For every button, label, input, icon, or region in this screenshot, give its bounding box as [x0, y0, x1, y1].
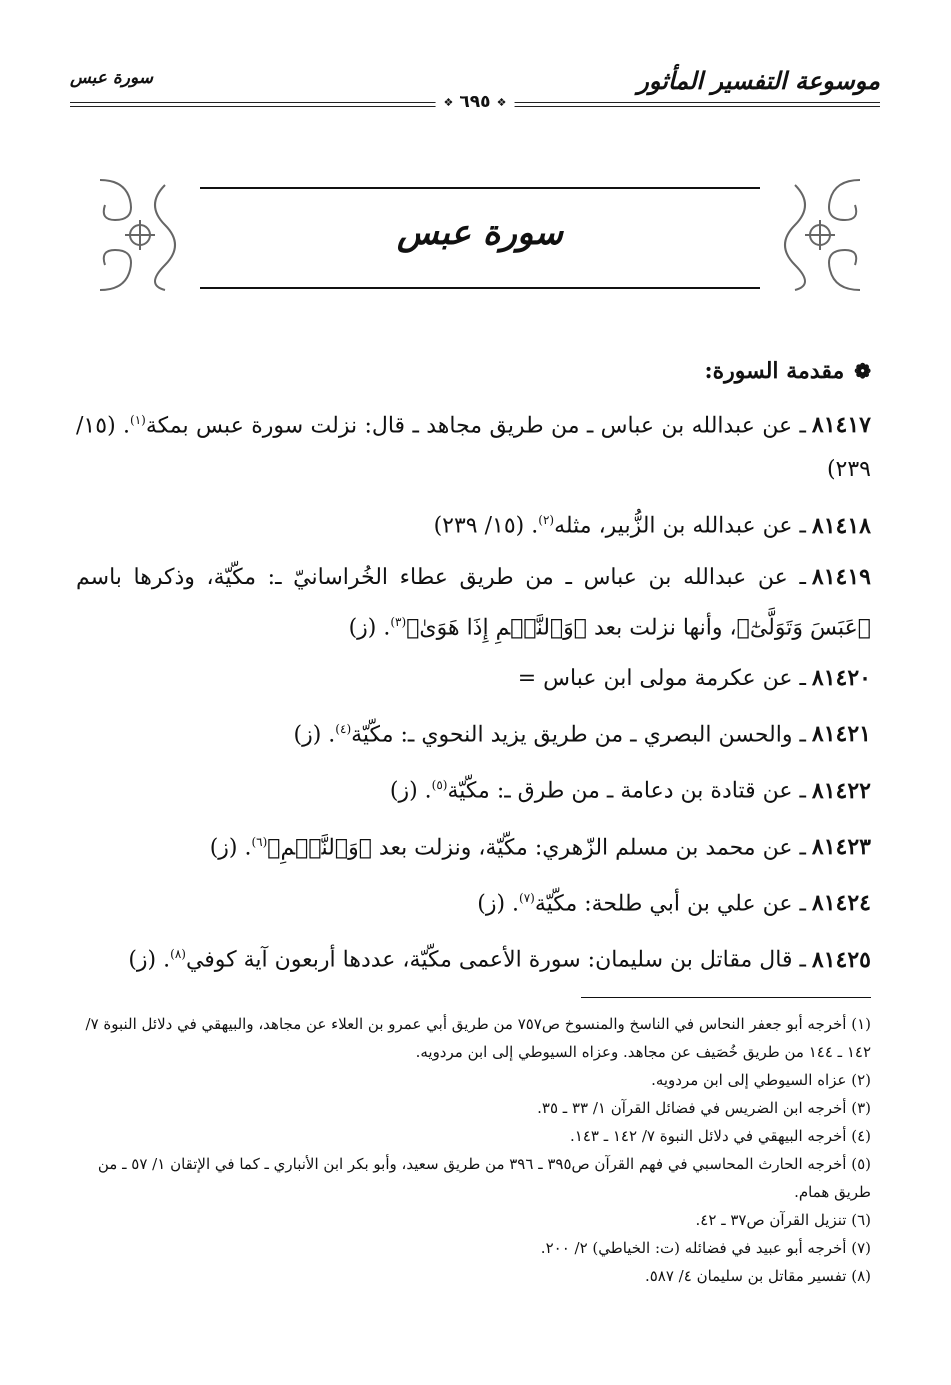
narration-number: ٨١٤٢٥ — [811, 946, 871, 973]
narration-number: ٨١٤٢٠ — [811, 664, 871, 691]
narration-source: . (ز) — [477, 891, 520, 917]
narration-entry — [76, 820, 871, 870]
narration-text: ـ عن عبدالله بن عباس ـ من طريق عطاء الخُراسانيّ ـ: مكّيّة، وذكرها باسم ﴿عَبَسَ وَتَوَلَّىٰٓ﴾، وأنها نزلت بعد ﴿وَٱلنَّجۡمِ إِذَا هَوَىٰ﴾ — [76, 564, 871, 640]
footnote-ref: (٥) — [431, 778, 448, 793]
narration-source: . (ز) — [389, 778, 432, 804]
book-title: موسوعة التفسير المأثور — [637, 66, 880, 95]
section-heading-label: مقدمة السورة: — [704, 358, 845, 384]
ornament-icon: ❖ — [443, 95, 454, 109]
footnote: (٧) أخرجه أبو عبيد في فضائله (ت: الخياطي) ٢/ ٢٠٠. — [540, 1239, 871, 1257]
narration-entry — [76, 498, 871, 548]
surah-title: سورة عبس — [396, 213, 563, 253]
title-rule — [200, 287, 760, 289]
footnote: (٨) تفسير مقاتل بن سليمان ٤/ ٥٨٧. — [644, 1267, 871, 1285]
narration-text: ـ عن عكرمة مولى ابن عباس = — [517, 665, 806, 691]
narration-source: . (١٥/ ٢٣٩) — [433, 513, 539, 539]
narration-entry — [76, 763, 871, 813]
narration-entry — [76, 398, 871, 492]
narration-number: ٨١٤١٧ — [811, 412, 871, 439]
footnote-ref: (٧) — [519, 890, 535, 905]
main-text — [76, 358, 871, 989]
narration-text: ـ عن عبدالله بن الزُّبير، مثله — [554, 513, 806, 539]
running-header — [70, 62, 880, 122]
narration-number: ٨١٤١٨ — [811, 512, 871, 539]
narration-source: . (ز) — [293, 722, 336, 748]
footnote-separator — [581, 997, 871, 998]
narration-source: . (ز) — [348, 614, 391, 640]
footnote: (٤) أخرجه البيهقي في دلائل النبوة ٧/ ١٤٢ ـ ١٤٣. — [569, 1127, 871, 1145]
narration-number: ٨١٤٢١ — [811, 721, 871, 748]
title-rule — [200, 187, 760, 189]
narration-number: ٨١٤١٩ — [811, 563, 871, 590]
narration-text: ـ عن علي بن أبي طلحة: مكّيّة — [534, 891, 806, 917]
narration-text: ـ عن محمد بن مسلم الزّهري: مكّيّة، ونزلت بعد ﴿وَٱلنَّجۡمِ﴾ — [267, 834, 806, 860]
footnote: (٦) تنزيل القرآن ص٣٧ ـ ٤٢. — [695, 1211, 871, 1229]
footnote: (٢) عزاه السيوطي إلى ابن مردويه. — [651, 1071, 871, 1089]
footnote: (٥) أخرجه الحارث المحاسبي في فهم القرآن ص٣٩٥ ـ ٣٩٦ من طريق سعيد، وأبو بكر ابن الأنباري ـ كما في الإتقان ١/ ٥٧ ـ من طريق همام. — [97, 1155, 871, 1201]
narration-number: ٨١٤٢٣ — [811, 833, 871, 860]
footnote-ref: (٨) — [170, 947, 186, 962]
footnote-ref: (٦) — [251, 834, 268, 849]
footnote: (١) أخرجه أبو جعفر النحاس في الناسخ والمنسوخ ص٧٥٧ من طريق أبي عمرو بن العلاء عن مجاهد، والبيهقي في دلائل النبوة ٧/ ١٤٢ ـ ١٤٤ من طريق خُصَيف عن مجاهد. وعزاه السيوطي إلى ابن مردويه. — [85, 1015, 871, 1061]
running-surah-name: سورة عبس — [70, 68, 154, 88]
narration-text: ـ عن عبدالله بن عباس ـ من طريق مجاهد ـ قال: نزلت سورة عبس بمكة — [145, 413, 806, 439]
narration-source: . (١٥/ ٢٣٩) — [76, 413, 871, 483]
ornament-icon: ❖ — [496, 95, 507, 109]
footnote-ref: (٤) — [335, 721, 352, 736]
footnotes — [71, 1010, 871, 1290]
narration-source: . (ز) — [209, 834, 252, 860]
page-number-box — [436, 92, 515, 112]
narration-number: ٨١٤٢٢ — [811, 777, 871, 804]
narration-number: ٨١٤٢٤ — [811, 890, 871, 917]
narration-entry — [76, 932, 871, 982]
surah-title-frame — [95, 175, 865, 300]
narration-source: . (ز) — [128, 947, 171, 973]
section-heading — [76, 358, 871, 384]
narration-text: ـ قال مقاتل بن سليمان: سورة الأعمى مكّيّة، عددها أربعون آية كوفي — [185, 947, 806, 973]
narration-entry — [76, 707, 871, 757]
page-number: ٦٩٥ — [459, 92, 491, 112]
narration-entry — [76, 555, 871, 650]
narration-text: ـ والحسن البصري ـ من طريق يزيد النحوي ـ: مكّيّة — [351, 722, 806, 748]
narration-entry — [76, 656, 871, 701]
narration-text: ـ عن قتادة بن دعامة ـ من طرق ـ: مكّيّة — [447, 778, 806, 804]
flower-icon: ❁ — [854, 359, 871, 383]
footnote-ref: (١) — [130, 413, 146, 427]
footnote-ref: (٢) — [538, 513, 555, 528]
footnote-ref: (٣) — [390, 614, 407, 629]
footnote: (٣) أخرجه ابن الضريس في فضائل القرآن ١/ ٣٣ ـ ٣٥. — [537, 1099, 871, 1117]
narration-entry — [76, 876, 871, 926]
